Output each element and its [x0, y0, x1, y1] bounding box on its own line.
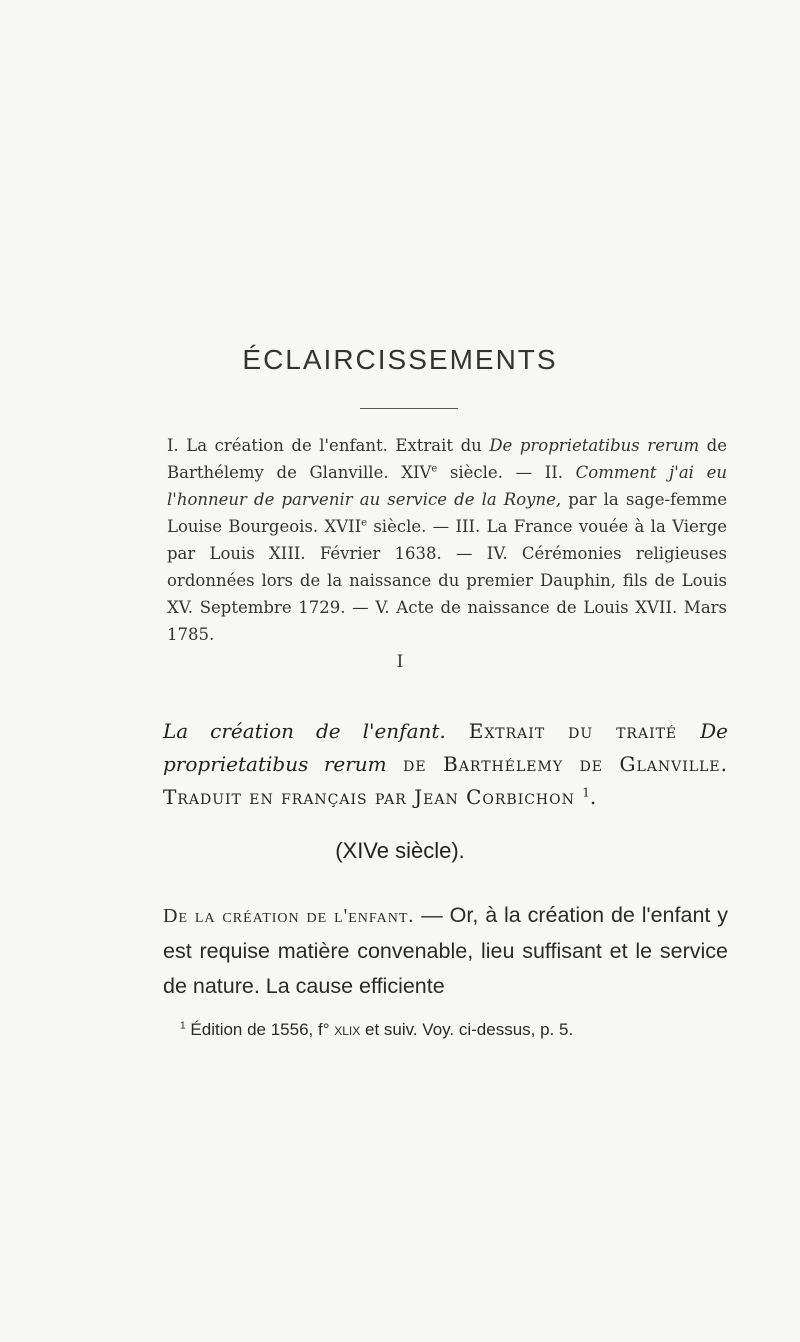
- heading-text-a: Extrait du traité: [445, 719, 701, 743]
- summary-item-i-text-a: La création de l'enfant. Extrait du: [178, 436, 490, 455]
- summary-item-i-sup: e: [431, 463, 438, 475]
- summary-item-v: V. Acte de naissance de Louis XVII. Mars 1785.: [167, 598, 728, 644]
- footnote-mark: 1: [180, 1020, 186, 1032]
- footnote-text-a: Édition de 1556, f°: [185, 1020, 335, 1039]
- summary-space: [563, 463, 576, 482]
- section-number: I: [396, 652, 404, 672]
- summary-item-iii: III. La France vouée à la Vierge par Louis XIII. Février 1638. —: [167, 517, 727, 563]
- summary-item-i-number: I.: [167, 436, 179, 455]
- title-rule: [360, 408, 458, 409]
- summary-item-i-text-c: siècle. —: [437, 463, 545, 482]
- section-heading: [163, 715, 728, 814]
- summary-item-i-text-b: de Barthélemy de Glanville. XIV: [167, 436, 727, 482]
- summary-item-iv: IV. Cérémonies religieuses ordonnées lors de la naissance du premier Dauphin, fils de Louis XV. Septembre 1729. —: [167, 544, 727, 617]
- body-lead: De la création de l'enfant.: [163, 905, 415, 927]
- footnote: [180, 1020, 740, 1040]
- summary-paragraph: [167, 432, 727, 648]
- footnote-text-b: et suiv. Voy. ci-dessus, p. 5.: [360, 1020, 574, 1039]
- page-title: ÉCLAIRCISSEMENTS: [242, 344, 558, 375]
- summary-item-ii-title: Comment j'ai eu l'honneur de parvenir au service de la Royne,: [167, 463, 727, 509]
- body-paragraph: [163, 898, 728, 1004]
- footnote-folio: xlix: [334, 1020, 361, 1039]
- heading-text-c: .: [589, 785, 597, 809]
- summary-item-i-title: De proprietatibus rerum: [489, 436, 700, 455]
- summary-item-ii-sup: e: [361, 517, 368, 529]
- body-text: — Or, à la création de l'enfant y est requise matière convenable, lieu suffisant et le service de nature. La cause efficiente: [163, 903, 728, 998]
- century-label: (XIVe siècle).: [335, 838, 465, 863]
- heading-work: De proprietatibus rerum: [163, 719, 728, 776]
- heading-text-b: de Barthélemy de Glanville. Traduit en français par Jean Corbichon: [163, 752, 728, 809]
- footnote-reference: 1: [582, 785, 590, 800]
- summary-item-ii-text-b: siècle. —: [367, 517, 456, 536]
- heading-title: La création de l'enfant.: [163, 719, 446, 743]
- summary-item-ii-text-a: par la sage-femme Louise Bourgeois. XVII: [167, 490, 727, 536]
- summary-item-ii-number: II.: [544, 463, 564, 482]
